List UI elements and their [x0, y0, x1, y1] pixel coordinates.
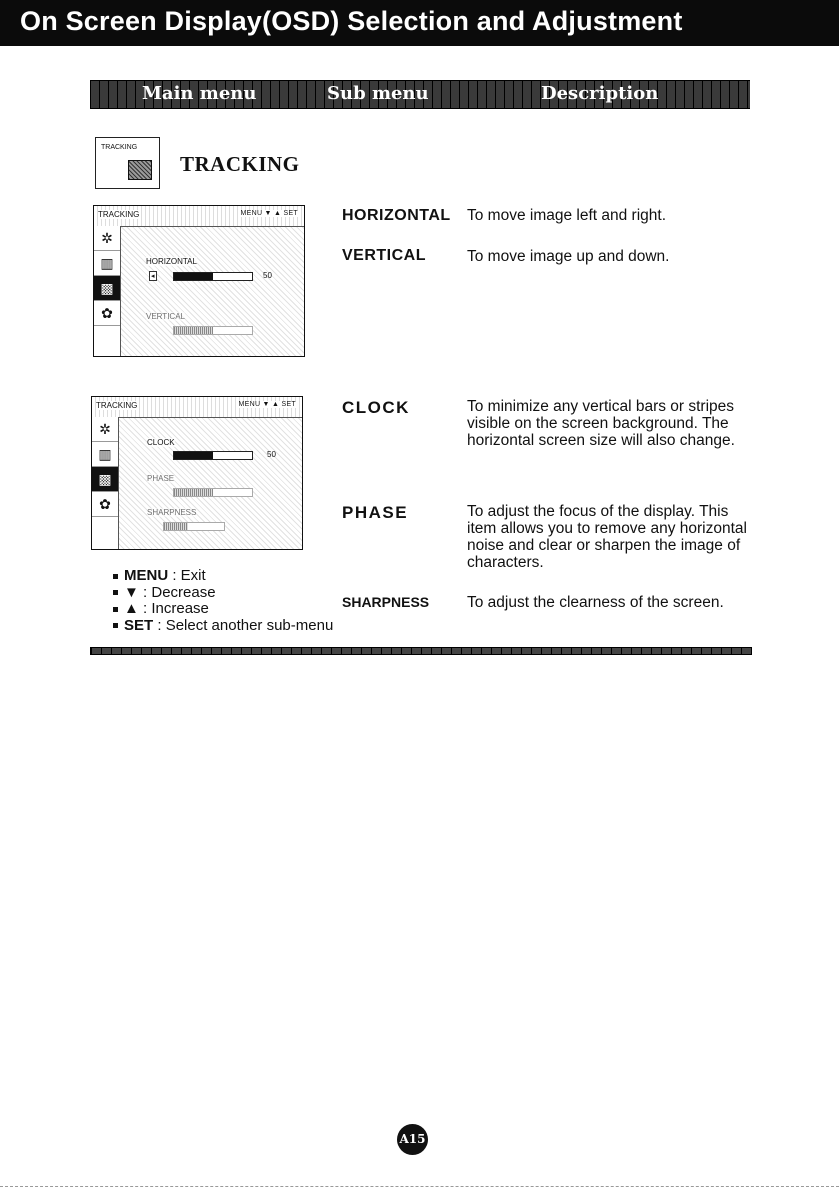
up-arrow-icon: ▲: [124, 600, 139, 617]
horizontal-slider: [173, 272, 253, 281]
description-horizontal: To move image left and right.: [467, 207, 667, 224]
page-title: On Screen Display(OSD) Selection and Adjustment: [20, 6, 683, 36]
bottom-divider-bar: [90, 647, 752, 655]
page-number: A15: [397, 1124, 428, 1155]
description-vertical: To move image up and down.: [467, 248, 670, 265]
monitor-icon: ▥: [94, 251, 120, 276]
osd-item-phase: PHASE: [147, 474, 175, 483]
legend-down: [113, 585, 333, 602]
legend-menu-text: : Exit: [172, 567, 206, 584]
sharpness-slider: [163, 522, 225, 531]
osd-pane: [119, 418, 302, 549]
osd-controls: MENU ▼ ▲ SET: [238, 401, 296, 408]
osd-title: TRACKING: [98, 210, 140, 219]
osd-item-sharpness: SHARPNESS: [147, 508, 197, 517]
osd-sidebar: [94, 226, 121, 356]
tracking-section-icon: [95, 137, 160, 189]
column-header-bar: [90, 80, 750, 109]
osd-top-bar: [92, 397, 302, 418]
tracking-icon: ▩: [92, 467, 118, 492]
osd-sidebar: [92, 417, 119, 549]
description-clock: To minimize any vertical bars or stripes visible on the screen background. The horizontal screen size will also change.: [467, 398, 735, 449]
submenu-phase: PHASE: [342, 503, 409, 522]
key-legend: [113, 568, 333, 634]
gear-icon: ✿: [94, 301, 120, 326]
osd-screen-1: [93, 205, 305, 357]
legend-up: [113, 601, 333, 618]
tracking-icon: [128, 160, 152, 180]
sun-icon: ✲: [94, 226, 120, 251]
submenu-vertical: VERTICAL: [342, 247, 426, 264]
header-sub-menu: Sub menu: [327, 83, 429, 104]
header-main-menu: Main menu: [142, 83, 257, 104]
monitor-icon: ▥: [92, 442, 118, 467]
clock-slider: [173, 451, 253, 460]
page-title-bar: [0, 0, 839, 46]
footer-line: [0, 1186, 839, 1187]
header-description: Description: [541, 83, 659, 104]
legend-down-text: : Decrease: [143, 583, 216, 601]
osd-item-clock: CLOCK: [147, 438, 175, 447]
section-title: TRACKING: [180, 152, 300, 176]
tracking-icon-label: TRACKING: [101, 144, 138, 151]
horizontal-value: 50: [263, 271, 272, 280]
sun-icon: ✲: [92, 417, 118, 442]
clock-value: 50: [267, 450, 276, 459]
legend-menu-key: MENU: [124, 567, 169, 584]
legend-menu: [113, 568, 333, 585]
description-phase: To adjust the focus of the display. This item allows you to remove any horizontal noise and clear or sharpen the image of characters.: [467, 503, 747, 571]
down-arrow-icon: ▼: [124, 583, 139, 601]
legend-set-text: : Select another sub-menu: [157, 616, 334, 634]
submenu-clock: CLOCK: [342, 398, 410, 417]
legend-set-key: SET: [124, 616, 154, 634]
legend-up-text: : Increase: [143, 600, 209, 617]
tracking-icon: ▩: [94, 276, 120, 301]
left-arrow-icon: ◂: [151, 273, 155, 280]
osd-controls: MENU ▼ ▲ SET: [240, 210, 298, 217]
osd-pane: [121, 227, 304, 356]
legend-set: [113, 618, 333, 635]
submenu-sharpness: SHARPNESS: [342, 594, 430, 610]
phase-slider: [173, 488, 253, 497]
osd-item-vertical: VERTICAL: [146, 312, 185, 321]
submenu-horizontal: HORIZONTAL: [342, 207, 451, 224]
vertical-slider: [173, 326, 253, 335]
description-sharpness: To adjust the clearness of the screen.: [467, 594, 724, 611]
osd-screen-2: [91, 396, 303, 550]
osd-top-bar: [94, 206, 304, 227]
osd-item-horizontal: HORIZONTAL: [146, 257, 197, 266]
osd-title: TRACKING: [96, 401, 138, 410]
gear-icon: ✿: [92, 492, 118, 517]
